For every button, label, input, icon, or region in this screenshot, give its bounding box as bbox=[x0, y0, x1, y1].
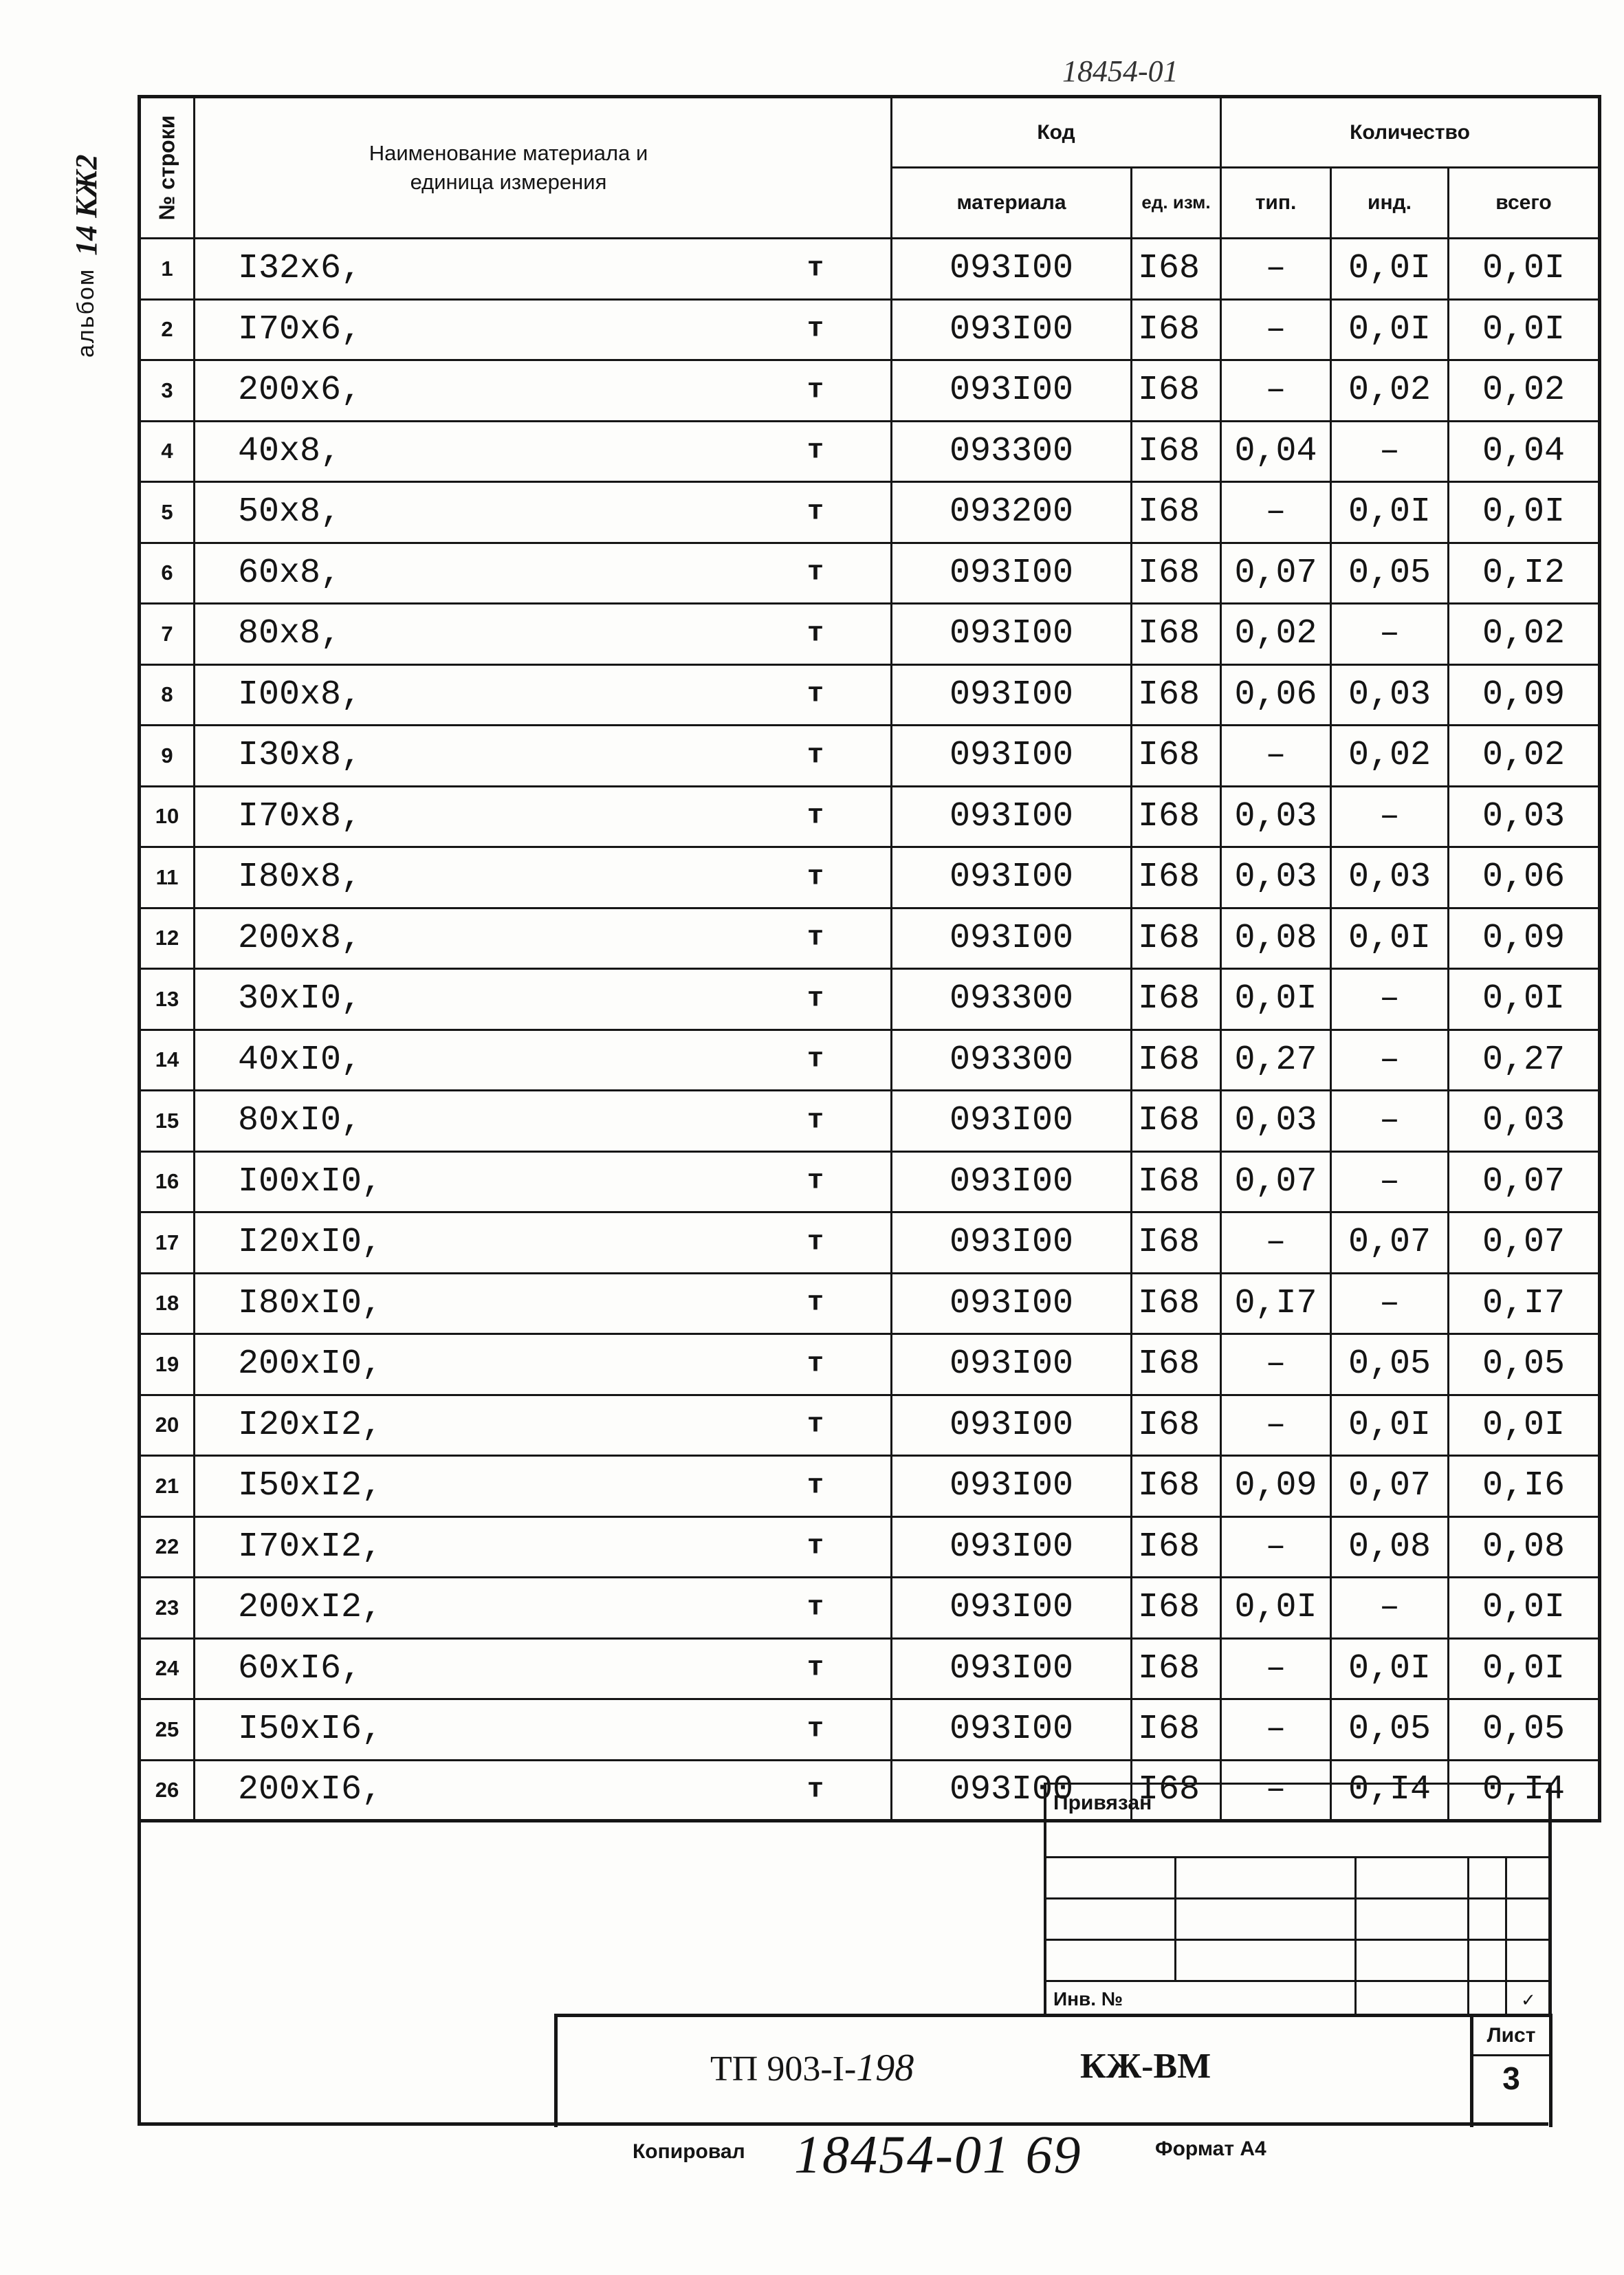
individual-quantity: 0,03 bbox=[1331, 664, 1449, 726]
typical-quantity: 0,0I bbox=[1221, 1578, 1331, 1639]
unit-mark: т bbox=[807, 1592, 824, 1624]
total-quantity: 0,0I bbox=[1449, 482, 1600, 543]
individual-quantity: – bbox=[1331, 604, 1449, 665]
unit-mark: т bbox=[807, 1714, 824, 1745]
material-name: 40xI0, т bbox=[195, 1030, 892, 1091]
tick-mark: ✓ bbox=[1521, 1990, 1536, 2010]
table-row bbox=[140, 482, 1600, 543]
unit-mark: т bbox=[807, 740, 824, 772]
material-name: I80x8, т bbox=[195, 847, 892, 908]
row-number: 4 bbox=[140, 421, 195, 482]
row-number: 17 bbox=[140, 1212, 195, 1274]
row-number: 25 bbox=[140, 1699, 195, 1761]
material-code: 093I00 bbox=[892, 239, 1132, 300]
unit-code: I68 bbox=[1132, 1151, 1221, 1212]
unit-code: I68 bbox=[1132, 1334, 1221, 1395]
typical-quantity: – bbox=[1221, 482, 1331, 543]
material-code: 093I00 bbox=[892, 664, 1132, 726]
material-name: 30xI0, т bbox=[195, 969, 892, 1030]
individual-quantity: – bbox=[1331, 1273, 1449, 1334]
material-name: I70x8, т bbox=[195, 786, 892, 847]
row-number-header: № строки bbox=[140, 97, 195, 239]
typical-quantity: 0,I7 bbox=[1221, 1273, 1331, 1334]
material-code: 093I00 bbox=[892, 543, 1132, 604]
unit-mark: т bbox=[807, 1105, 824, 1137]
title-block bbox=[554, 2014, 1552, 2127]
typical-quantity: – bbox=[1221, 1334, 1331, 1395]
table-row bbox=[140, 726, 1600, 787]
row-number: 9 bbox=[140, 726, 195, 787]
top-handwritten-number: 18454-01 bbox=[1062, 54, 1178, 88]
material-code: 093I00 bbox=[892, 1516, 1132, 1578]
stamp-grid-rule bbox=[1354, 1856, 1357, 2016]
unit-mark: т bbox=[807, 1227, 824, 1259]
format-label: Формат А4 bbox=[1155, 2137, 1266, 2160]
table-row bbox=[140, 908, 1600, 969]
unit-mark: т bbox=[807, 679, 824, 710]
material-name: 200x8, т bbox=[195, 908, 892, 969]
table-row bbox=[140, 543, 1600, 604]
total-quantity: 0,02 bbox=[1449, 360, 1600, 422]
bound-label: Привязан bbox=[1053, 1792, 1152, 1814]
material-code: 093I00 bbox=[892, 1151, 1132, 1212]
individual-quantity: – bbox=[1331, 1151, 1449, 1212]
unit-mark: т bbox=[807, 435, 824, 467]
total-quantity: 0,05 bbox=[1449, 1699, 1600, 1761]
unit-mark: т bbox=[807, 1287, 824, 1319]
typical-quantity: 0,02 bbox=[1221, 604, 1331, 665]
total-quantity: 0,27 bbox=[1449, 1030, 1600, 1091]
unit-mark: т bbox=[807, 375, 824, 406]
total-quantity: 0,09 bbox=[1449, 664, 1600, 726]
row-number: 26 bbox=[140, 1760, 195, 1821]
album-label: альбом bbox=[72, 268, 99, 358]
individual-quantity: – bbox=[1331, 969, 1449, 1030]
material-code: 093I00 bbox=[892, 1456, 1132, 1517]
table-body bbox=[140, 239, 1600, 1821]
material-name: 80x8, т bbox=[195, 604, 892, 665]
individual-quantity: 0,0I bbox=[1331, 299, 1449, 360]
unit-code: I68 bbox=[1132, 239, 1221, 300]
unit-mark: т bbox=[807, 862, 824, 893]
typical-quantity: – bbox=[1221, 360, 1331, 422]
table-row bbox=[140, 1030, 1600, 1091]
row-number: 20 bbox=[140, 1395, 195, 1456]
total-quantity: 0,05 bbox=[1449, 1334, 1600, 1395]
table-row bbox=[140, 1578, 1600, 1639]
unit-code: I68 bbox=[1132, 482, 1221, 543]
unit-code: I68 bbox=[1132, 969, 1221, 1030]
total-quantity: 0,0I bbox=[1449, 239, 1600, 300]
unit-mark: т bbox=[807, 497, 824, 528]
code-header: Код bbox=[892, 97, 1221, 168]
unit-mark: т bbox=[807, 253, 824, 285]
material-name: 60x8, т bbox=[195, 543, 892, 604]
table-row bbox=[140, 1212, 1600, 1274]
typical-quantity: 0,07 bbox=[1221, 543, 1331, 604]
typical-quantity: 0,09 bbox=[1221, 1456, 1331, 1517]
material-name: 200xI6, т bbox=[195, 1760, 892, 1821]
total-quantity: 0,I6 bbox=[1449, 1456, 1600, 1517]
copied-by-value: 18454-01 69 bbox=[794, 2124, 1082, 2184]
unit-code: I68 bbox=[1132, 1638, 1221, 1699]
material-name: 200x6, т bbox=[195, 360, 892, 422]
material-code: 093300 bbox=[892, 1030, 1132, 1091]
table-row bbox=[140, 1091, 1600, 1152]
total-header: всего bbox=[1449, 168, 1600, 239]
total-quantity: 0,03 bbox=[1449, 1091, 1600, 1152]
total-quantity: 0,0I bbox=[1449, 969, 1600, 1030]
material-name: I50xI6, т bbox=[195, 1699, 892, 1761]
table-row bbox=[140, 1638, 1600, 1699]
individual-quantity: 0,02 bbox=[1331, 726, 1449, 787]
table-row bbox=[140, 1395, 1600, 1456]
material-code: 093I00 bbox=[892, 908, 1132, 969]
table-row bbox=[140, 299, 1600, 360]
material-name: I80xI0, т bbox=[195, 1273, 892, 1334]
typical-quantity: 0,0I bbox=[1221, 969, 1331, 1030]
material-name: 200xI0, т bbox=[195, 1334, 892, 1395]
stamp-grid-rule bbox=[1046, 1980, 1548, 1982]
typical-quantity: 0,04 bbox=[1221, 421, 1331, 482]
stamp-grid-rule bbox=[1467, 1856, 1469, 2016]
material-name: I30x8, т bbox=[195, 726, 892, 787]
unit-code: I68 bbox=[1132, 1030, 1221, 1091]
individual-quantity: 0,05 bbox=[1331, 1699, 1449, 1761]
material-code: 093I00 bbox=[892, 299, 1132, 360]
row-number: 8 bbox=[140, 664, 195, 726]
material-name: 200xI2, т bbox=[195, 1578, 892, 1639]
copied-by-label: Копировал bbox=[633, 2140, 745, 2163]
total-quantity: 0,07 bbox=[1449, 1212, 1600, 1274]
document-code-number: 198 bbox=[856, 2047, 914, 2089]
material-name: 60xI6, т bbox=[195, 1638, 892, 1699]
row-number: 2 bbox=[140, 299, 195, 360]
material-code: 093I00 bbox=[892, 604, 1132, 665]
individual-quantity: 0,08 bbox=[1331, 1516, 1449, 1578]
individual-quantity: – bbox=[1331, 1578, 1449, 1639]
unit-code: I68 bbox=[1132, 1091, 1221, 1152]
unit-code: I68 bbox=[1132, 1395, 1221, 1456]
material-name: I20xI0, т bbox=[195, 1212, 892, 1274]
table-row bbox=[140, 847, 1600, 908]
materials-table bbox=[138, 95, 1601, 1822]
row-number: 3 bbox=[140, 360, 195, 422]
row-number: 13 bbox=[140, 969, 195, 1030]
row-number: 10 bbox=[140, 786, 195, 847]
unit-code: I68 bbox=[1132, 726, 1221, 787]
document-code: ТП 903-I-198 bbox=[710, 2047, 914, 2089]
material-name: I70xI2, т bbox=[195, 1516, 892, 1578]
typical-quantity: 0,06 bbox=[1221, 664, 1331, 726]
unit-code: I68 bbox=[1132, 908, 1221, 969]
material-code: 093I00 bbox=[892, 1760, 1132, 1821]
sheet-box bbox=[1470, 2017, 1549, 2127]
total-quantity: 0,09 bbox=[1449, 908, 1600, 969]
total-quantity: 0,I2 bbox=[1449, 543, 1600, 604]
material-code: 093I00 bbox=[892, 360, 1132, 422]
total-quantity: 0,0I bbox=[1449, 299, 1600, 360]
unit-code: I68 bbox=[1132, 1760, 1221, 1821]
material-code: 093I00 bbox=[892, 786, 1132, 847]
inventory-number-label: Инв. № bbox=[1053, 1988, 1123, 2010]
unit-mark: т bbox=[807, 922, 824, 954]
material-code: 093I00 bbox=[892, 1395, 1132, 1456]
individual-quantity: – bbox=[1331, 1091, 1449, 1152]
binding-stamp-grid bbox=[1044, 1783, 1552, 2016]
unit-mark: т bbox=[807, 557, 824, 589]
material-code: 093I00 bbox=[892, 847, 1132, 908]
table-row bbox=[140, 1516, 1600, 1578]
individual-header: инд. bbox=[1331, 168, 1449, 239]
unit-mark: т bbox=[807, 314, 824, 345]
material-code: 093I00 bbox=[892, 1212, 1132, 1274]
row-number: 11 bbox=[140, 847, 195, 908]
document-mark: КЖ-ВМ bbox=[1080, 2047, 1211, 2086]
unit-mark: т bbox=[807, 1531, 824, 1563]
unit-code: I68 bbox=[1132, 1212, 1221, 1274]
typical-quantity: – bbox=[1221, 1516, 1331, 1578]
individual-quantity: 0,0I bbox=[1331, 1638, 1449, 1699]
typical-quantity: – bbox=[1221, 1699, 1331, 1761]
material-code: 093I00 bbox=[892, 1273, 1132, 1334]
material-code: 093200 bbox=[892, 482, 1132, 543]
row-number: 24 bbox=[140, 1638, 195, 1699]
unit-mark: т bbox=[807, 618, 824, 650]
typical-quantity: 0,03 bbox=[1221, 1091, 1331, 1152]
individual-quantity: 0,02 bbox=[1331, 360, 1449, 422]
individual-quantity: – bbox=[1331, 1030, 1449, 1091]
material-code: 093I00 bbox=[892, 1578, 1132, 1639]
unit-code: I68 bbox=[1132, 543, 1221, 604]
stamp-grid-rule bbox=[1174, 1856, 1176, 1980]
material-code: 093I00 bbox=[892, 1091, 1132, 1152]
material-name: I20xI2, т bbox=[195, 1395, 892, 1456]
material-name: I00xI0, т bbox=[195, 1151, 892, 1212]
typical-quantity: – bbox=[1221, 726, 1331, 787]
stamp-grid-rule bbox=[1046, 1856, 1548, 1858]
unit-code: I68 bbox=[1132, 847, 1221, 908]
row-number: 5 bbox=[140, 482, 195, 543]
margin-note bbox=[65, 69, 107, 358]
row-number: 23 bbox=[140, 1578, 195, 1639]
album-reference: 14 КЖ2 bbox=[69, 154, 103, 256]
typical-quantity: – bbox=[1221, 1395, 1331, 1456]
typical-quantity: – bbox=[1221, 1760, 1331, 1821]
unit-mark: т bbox=[807, 1653, 824, 1684]
typical-quantity: – bbox=[1221, 1638, 1331, 1699]
material-code: 093I00 bbox=[892, 1334, 1132, 1395]
table-row bbox=[140, 1151, 1600, 1212]
material-name: I32x6, т bbox=[195, 239, 892, 300]
table-row bbox=[140, 239, 1600, 300]
row-number: 15 bbox=[140, 1091, 195, 1152]
table-row bbox=[140, 1334, 1600, 1395]
typical-quantity: 0,03 bbox=[1221, 847, 1331, 908]
typical-quantity: 0,03 bbox=[1221, 786, 1331, 847]
total-quantity: 0,0I bbox=[1449, 1395, 1600, 1456]
stamp-grid-rule bbox=[1046, 1897, 1548, 1900]
individual-quantity: 0,0I bbox=[1331, 239, 1449, 300]
sheet-number: 3 bbox=[1502, 2060, 1520, 2096]
unit-mark: т bbox=[807, 1044, 824, 1076]
individual-quantity: 0,05 bbox=[1331, 1334, 1449, 1395]
total-quantity: 0,06 bbox=[1449, 847, 1600, 908]
table-row bbox=[140, 664, 1600, 726]
row-number: 12 bbox=[140, 908, 195, 969]
individual-quantity: 0,07 bbox=[1331, 1456, 1449, 1517]
row-number: 14 bbox=[140, 1030, 195, 1091]
material-name: 40x8, т bbox=[195, 421, 892, 482]
row-number: 22 bbox=[140, 1516, 195, 1578]
unit-mark: т bbox=[807, 1409, 824, 1441]
unit-mark: т bbox=[807, 801, 824, 832]
unit-code: I68 bbox=[1132, 786, 1221, 847]
unit-code: I68 bbox=[1132, 1456, 1221, 1517]
unit-code: I68 bbox=[1132, 604, 1221, 665]
sheet-label: Лист bbox=[1473, 2017, 1549, 2056]
row-number: 1 bbox=[140, 239, 195, 300]
unit-header: ед. изм. bbox=[1132, 168, 1221, 239]
total-quantity: 0,03 bbox=[1449, 786, 1600, 847]
unit-mark: т bbox=[807, 1349, 824, 1380]
row-number: 18 bbox=[140, 1273, 195, 1334]
material-code-header: материала bbox=[892, 168, 1132, 239]
stamp-grid-rule bbox=[1505, 1856, 1507, 2016]
total-quantity: 0,I4 bbox=[1449, 1760, 1600, 1821]
row-number: 21 bbox=[140, 1456, 195, 1517]
unit-code: I68 bbox=[1132, 421, 1221, 482]
material-code: 093300 bbox=[892, 969, 1132, 1030]
total-quantity: 0,I7 bbox=[1449, 1273, 1600, 1334]
material-code: 093300 bbox=[892, 421, 1132, 482]
table-row bbox=[140, 1273, 1600, 1334]
typical-quantity: – bbox=[1221, 299, 1331, 360]
material-code: 093I00 bbox=[892, 1699, 1132, 1761]
individual-quantity: 0,0I bbox=[1331, 908, 1449, 969]
total-quantity: 0,0I bbox=[1449, 1638, 1600, 1699]
unit-code: I68 bbox=[1132, 299, 1221, 360]
material-name: I00x8, т bbox=[195, 664, 892, 726]
table-row bbox=[140, 1699, 1600, 1761]
table-row bbox=[140, 421, 1600, 482]
unit-mark: т bbox=[807, 1470, 824, 1502]
typical-quantity: 0,07 bbox=[1221, 1151, 1331, 1212]
typical-header: тип. bbox=[1221, 168, 1331, 239]
unit-mark: т bbox=[807, 1774, 824, 1806]
individual-quantity: – bbox=[1331, 421, 1449, 482]
individual-quantity: 0,07 bbox=[1331, 1212, 1449, 1274]
table-row bbox=[140, 786, 1600, 847]
table-row bbox=[140, 969, 1600, 1030]
material-name: 50x8, т bbox=[195, 482, 892, 543]
footer bbox=[633, 2124, 1526, 2191]
individual-quantity: 0,0I bbox=[1331, 482, 1449, 543]
total-quantity: 0,0I bbox=[1449, 1578, 1600, 1639]
material-name-header: Наименование материала и единица измерения bbox=[195, 97, 892, 239]
total-quantity: 0,02 bbox=[1449, 604, 1600, 665]
table-row bbox=[140, 360, 1600, 422]
table-header bbox=[140, 97, 1600, 239]
row-number: 19 bbox=[140, 1334, 195, 1395]
unit-code: I68 bbox=[1132, 1516, 1221, 1578]
quantity-header: Количество bbox=[1221, 97, 1600, 168]
row-number: 6 bbox=[140, 543, 195, 604]
table-row bbox=[140, 604, 1600, 665]
stamp-grid-rule bbox=[1046, 1939, 1548, 1941]
unit-mark: т bbox=[807, 1166, 824, 1197]
typical-quantity: 0,08 bbox=[1221, 908, 1331, 969]
unit-code: I68 bbox=[1132, 664, 1221, 726]
individual-quantity: – bbox=[1331, 786, 1449, 847]
individual-quantity: 0,03 bbox=[1331, 847, 1449, 908]
row-number: 7 bbox=[140, 604, 195, 665]
typical-quantity: – bbox=[1221, 239, 1331, 300]
material-name: I70x6, т bbox=[195, 299, 892, 360]
material-name: I50xI2, т bbox=[195, 1456, 892, 1517]
individual-quantity: 0,I4 bbox=[1331, 1760, 1449, 1821]
individual-quantity: 0,05 bbox=[1331, 543, 1449, 604]
unit-mark: т bbox=[807, 983, 824, 1015]
individual-quantity: 0,0I bbox=[1331, 1395, 1449, 1456]
total-quantity: 0,02 bbox=[1449, 726, 1600, 787]
table-row bbox=[140, 1456, 1600, 1517]
typical-quantity: 0,27 bbox=[1221, 1030, 1331, 1091]
material-code: 093I00 bbox=[892, 726, 1132, 787]
left-vertical-border bbox=[138, 1783, 141, 2124]
unit-code: I68 bbox=[1132, 1699, 1221, 1761]
row-number: 16 bbox=[140, 1151, 195, 1212]
unit-code: I68 bbox=[1132, 1273, 1221, 1334]
unit-code: I68 bbox=[1132, 360, 1221, 422]
unit-code: I68 bbox=[1132, 1578, 1221, 1639]
total-quantity: 0,04 bbox=[1449, 421, 1600, 482]
material-code: 093I00 bbox=[892, 1638, 1132, 1699]
total-quantity: 0,07 bbox=[1449, 1151, 1600, 1212]
total-quantity: 0,08 bbox=[1449, 1516, 1600, 1578]
typical-quantity: – bbox=[1221, 1212, 1331, 1274]
material-name: 80xI0, т bbox=[195, 1091, 892, 1152]
